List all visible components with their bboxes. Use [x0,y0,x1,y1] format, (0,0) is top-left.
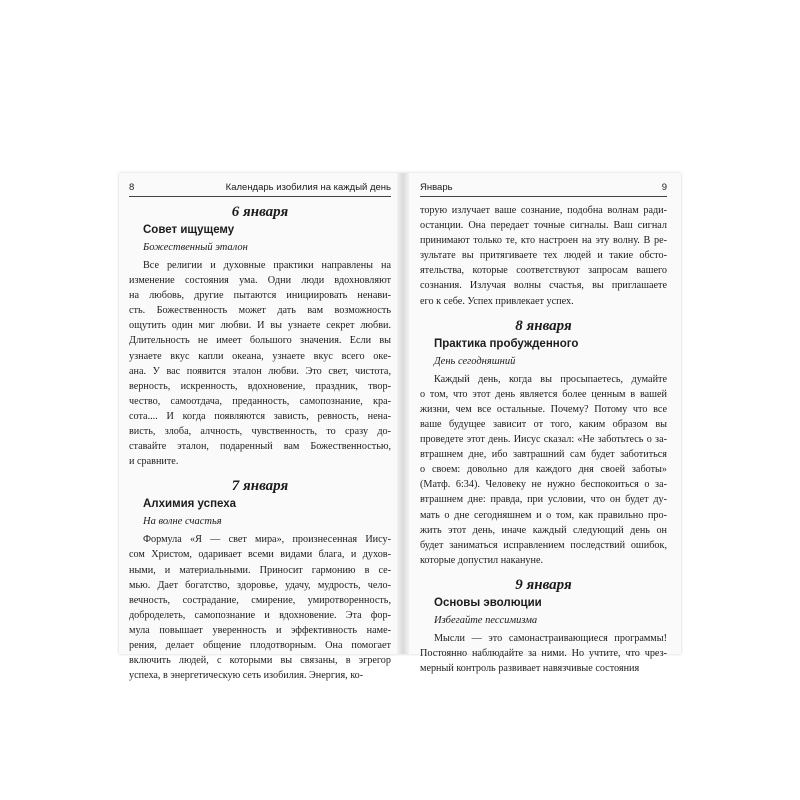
text-line: втрашнем дне, ибо завтрашний сам будет заботиться [420,449,667,461]
section-paragraph [420,372,667,568]
text-line: останции. Она передает точные сигналы. Ваш сигнал [420,220,667,232]
text-line: Каждый день, когда вы просыпаетесь, думайте [434,373,667,385]
right-running-header [420,182,667,197]
text-line: жизни, чем все остальные. Почему? Потому что все [420,403,667,415]
book-gutter [397,173,409,654]
text-line: сота.... И когда появляются зависть, ревность, нена- [129,410,391,422]
section-title: Совет ищущему [143,224,235,236]
text-line: висть, злоба, алчность, чувственность, то сразу до- [129,426,391,438]
text-line: о своем: довольно для каждого дня своей заботы» [420,464,667,476]
section-subtitle: Избегайте пессимизма [434,614,538,626]
text-line: втрашнем дне: правда, при условии, что он будет ду- [420,494,667,506]
text-line: сом Христом, одаривает всеми видами блага, и духов- [129,549,391,561]
text-line: будет заниматься исправлением последствий ошибок, [420,539,667,551]
text-line: ставайте эталон, подаренный вам Божественностью, [129,441,391,453]
text-line: Все религии и духовные практики направлены на [143,260,391,271]
left-page-number: 8 [129,182,135,193]
section-paragraph [129,258,391,469]
text-line: Постоянно наблюдайте за ними. Но учтите, что чрез- [420,647,667,659]
text-line: доброделеть, самопознание и вдохновение. Эта фор- [129,609,391,621]
text-line: мать о дне сегодняшнем и о том, как правильно про- [420,509,667,521]
section-subtitle: Божественный эталон [143,242,248,253]
text-line: чество, самоотдача, преданность, самопознание, кра- [129,395,391,407]
text-line: ваше будущее зависит от того, каким образом вы [420,418,667,430]
text-line: успеха, в энергетическую сеть изобилия. Энергия, ко- [129,670,364,682]
right-running-title: Январь [420,182,453,193]
left-sections [129,203,391,683]
right-page [420,182,667,675]
day-heading: 8 января [515,317,572,334]
right-page-number: 9 [661,182,667,193]
section-subtitle: День сегодняшний [434,355,516,367]
text-line: торую излучает ваше сознание, подобна волнам ради- [420,205,667,216]
text-line: проведете этот день. Иисус сказал: «Не заботьтесь о за- [420,434,667,446]
text-line: узнаете вкус капли океана, узнаете вкус всего оке- [129,350,391,362]
text-line: мула повышает уверенность и эффективность наме- [129,624,391,636]
section-paragraph [129,532,391,683]
left-running-title: Календарь изобилия на каждый день [225,182,391,193]
text-line: и сравните. [129,456,179,468]
text-line: Формула «Я — свет мира», произнесенная Иису- [143,534,391,546]
left-page [129,182,391,682]
text-line: сознания. Излучая волны счастья, вы приглашаете [420,280,667,292]
text-line: ятельства, которые соответствуют запросам вашего [420,265,667,277]
text-line: изменение состояния ума. Одни люди вдохновляют [129,275,391,287]
text-line: Мысли — это самонастраивающиеся программы! [434,632,667,644]
left-running-header [129,182,391,197]
section-title: Основы эволюции [434,596,542,609]
text-line: зультате вы притягиваете тех людей и такие обсто- [420,250,667,262]
text-line: на любовь, другие пытаются инициировать ненави- [129,290,391,302]
text-line: (Матф. 6:34). Человеку не нужно беспокоиться о за- [420,479,667,491]
text-line: жить этот день, иначе каждый следующий день он [420,524,667,536]
right-continuation-paragraph [420,203,667,309]
text-line: принимают только те, кто настроен на эту волну. В ре- [420,235,667,247]
text-line: о том, что этот день является более ценным в вашей [420,388,667,400]
section-title: Алхимия успеха [143,498,237,511]
text-line: его к себе. Успех привлекает успех. [420,295,574,307]
day-heading: 6 января [231,204,289,220]
text-line: ными, и материальными. Приносит гармонию в се- [129,564,391,576]
text-line: ощутить один миг любви. И вы узнаете секрет любви. [129,320,391,332]
section-subtitle: На волне счастья [143,516,222,528]
text-line: верность, искренность, вдохновение, праздник, твор- [129,380,391,392]
text-line: мерный контроль развивает навязчивые состояния [420,663,640,675]
text-line: мью. Дает богатство, здоровье, удачу, мудрость, чело- [129,579,391,591]
day-heading: 9 января [515,576,572,593]
section-paragraph [420,631,667,676]
text-line: Длительность не имеет большого значения. Если вы [129,335,391,347]
text-line: рения, делает общение плодотворным. Она помогает [129,639,391,651]
text-line: вечность, сострадание, смирение, умиротворенность, [129,594,391,606]
text-line: ана. У вас появится эталон любви. Это свет, чистота, [129,365,391,377]
text-line: которые допустил накануне. [420,554,544,566]
right-sections [420,317,667,677]
day-heading: 7 января [231,478,289,495]
text-line: сть. Божественность может дать вам возможность [129,305,391,317]
section-title: Практика пробужденного [434,337,579,350]
text-line: включить людей, с которыми вы связаны, в эгрегор [129,655,391,667]
